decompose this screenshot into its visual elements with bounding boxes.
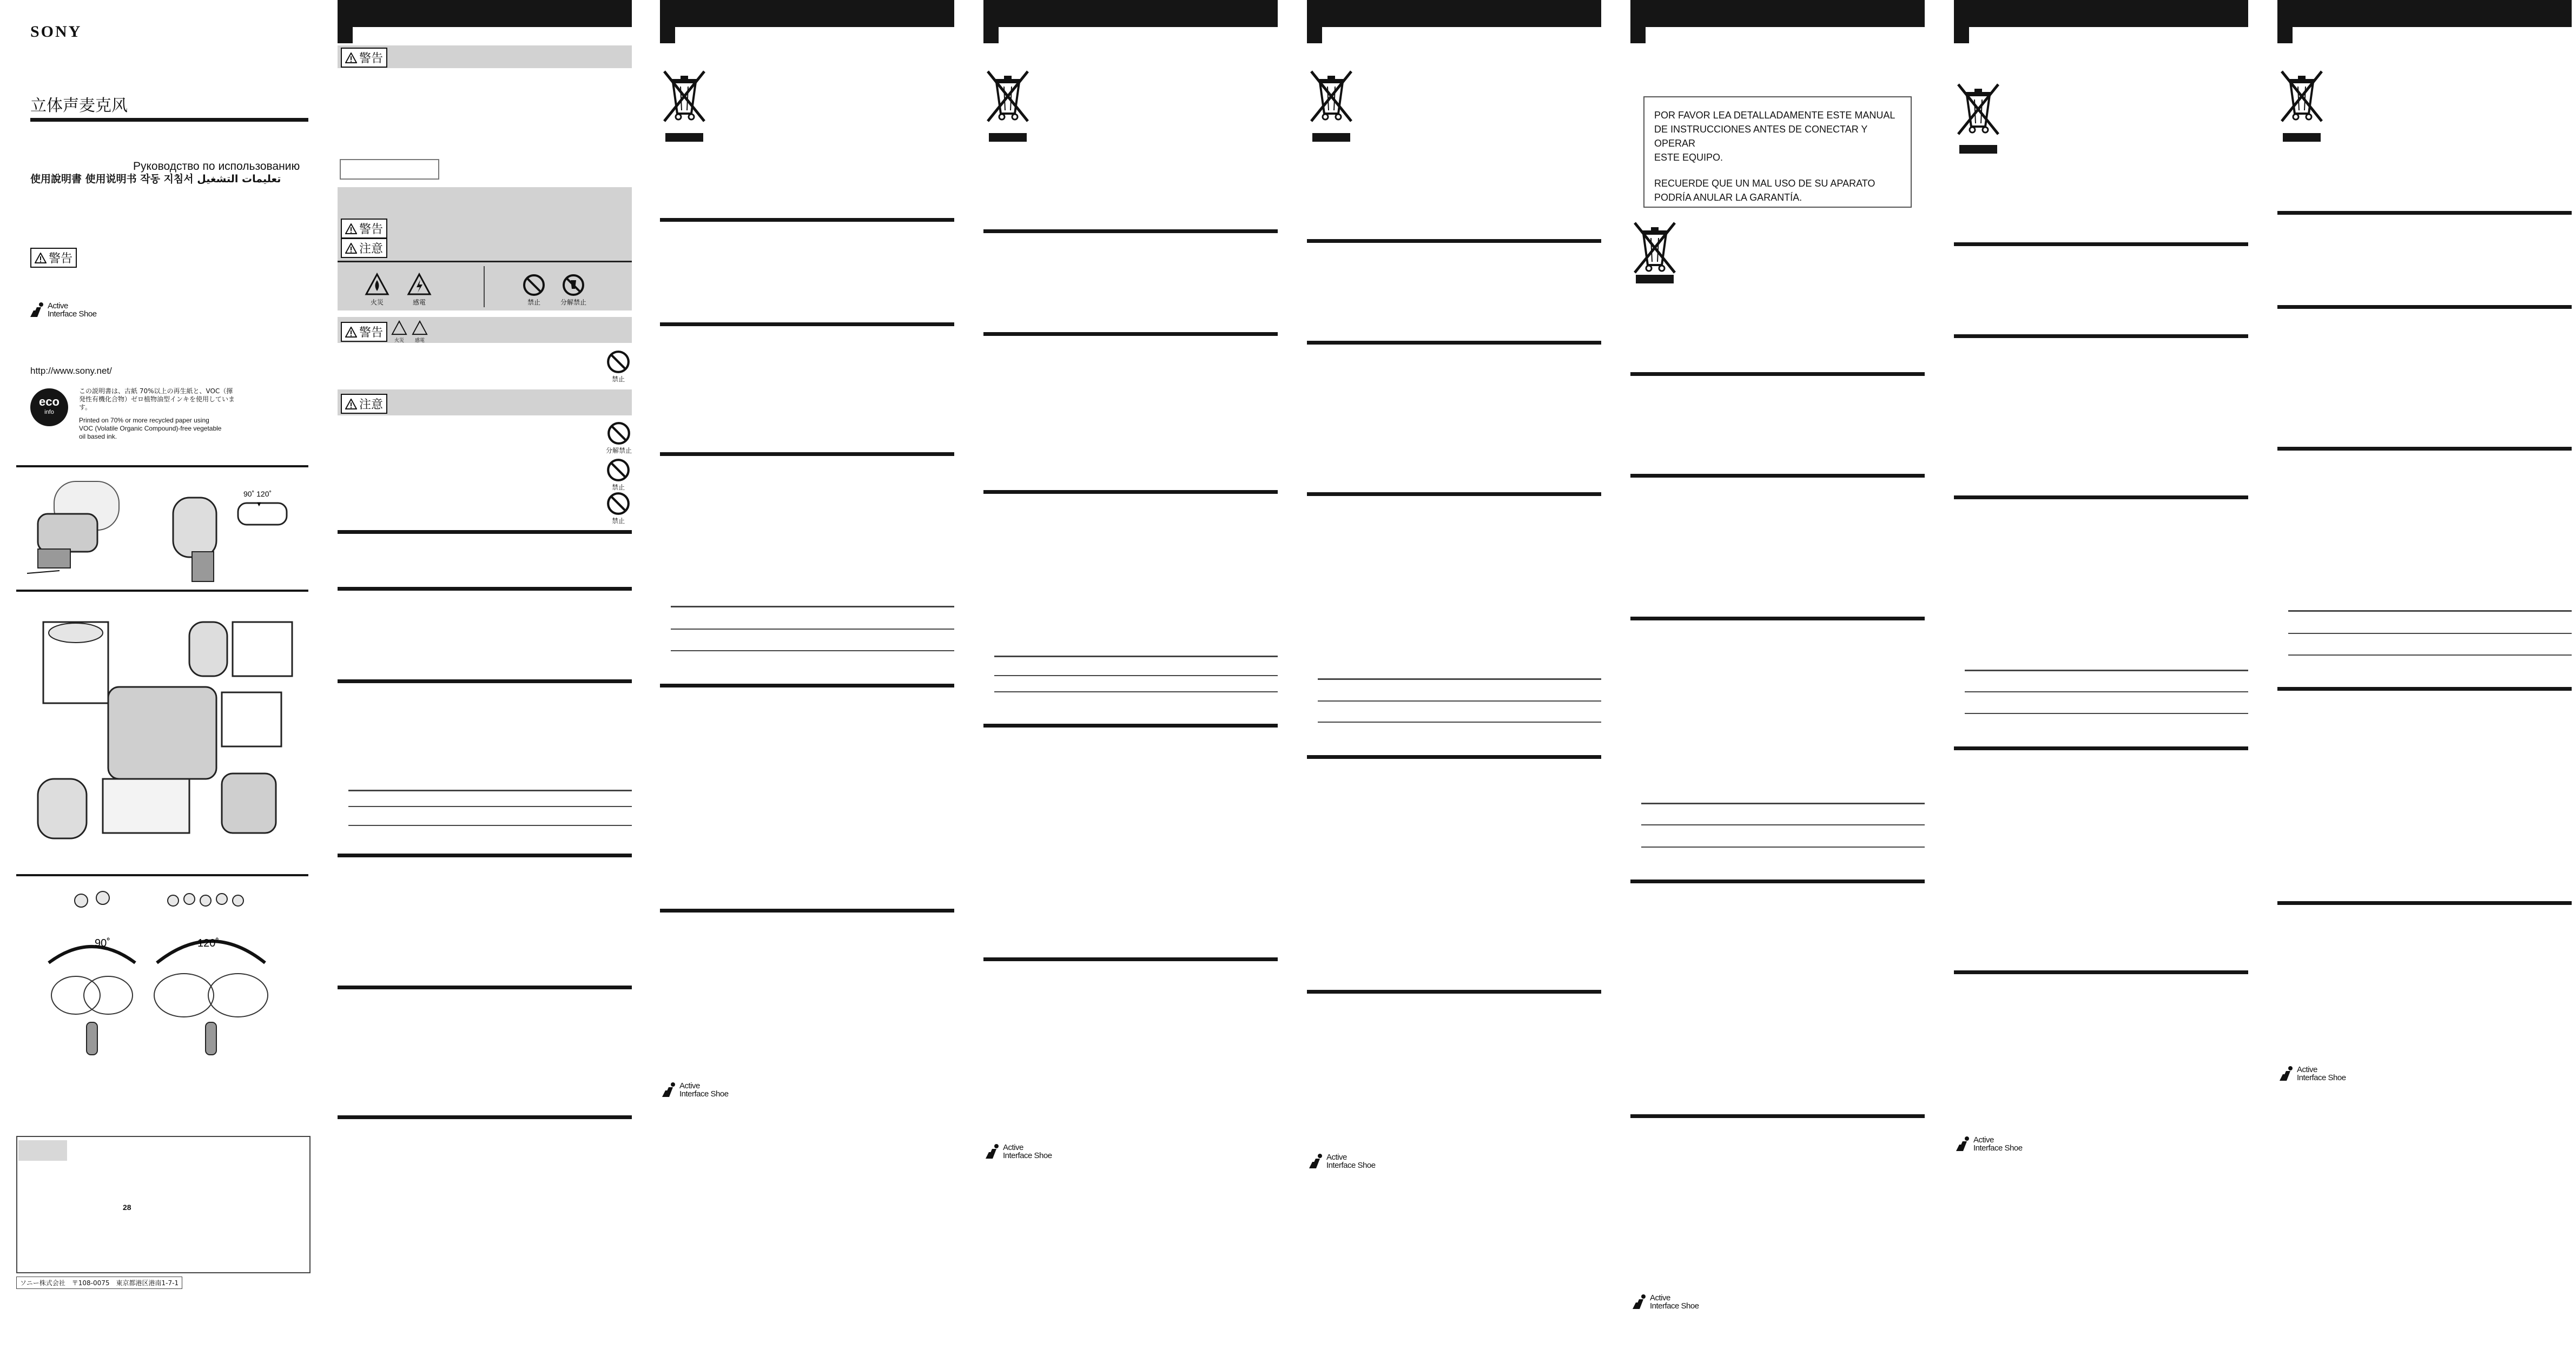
weee-recycling-icon bbox=[1954, 77, 2003, 147]
fire-icon bbox=[365, 273, 389, 297]
table-rule bbox=[1641, 803, 1925, 804]
cover-bottom-gray-tab bbox=[18, 1140, 67, 1161]
eco-text-ja: この説明書は、古紙 70%以上の再生紙と、VOC（揮発性有機化合物）ゼロ植物油型インキを使用しています。 bbox=[79, 387, 235, 411]
electric-shock-icon bbox=[407, 273, 432, 297]
active-interface-shoe-icon bbox=[1633, 1294, 1647, 1310]
section-rule bbox=[660, 452, 954, 456]
column-2-header-tab bbox=[338, 27, 353, 43]
section-rule bbox=[1954, 970, 2248, 974]
section-rule bbox=[1954, 334, 2248, 338]
eco-logo-text: eco bbox=[39, 395, 60, 408]
table-rule bbox=[1641, 824, 1925, 825]
prohibit-symbol-label: 禁止 bbox=[611, 484, 625, 491]
electric-shock-icon bbox=[411, 320, 428, 336]
section-rule bbox=[1954, 495, 2248, 499]
warning-bar-2 bbox=[338, 317, 632, 343]
active-interface-shoe-icon bbox=[30, 302, 44, 318]
weee-label-bar bbox=[989, 133, 1027, 142]
column-2-header-bar bbox=[338, 0, 632, 27]
warning-triangle-icon bbox=[345, 52, 357, 63]
warning-text: 警告 bbox=[359, 326, 384, 340]
table-rule bbox=[2288, 654, 2572, 656]
warning-text: 警告 bbox=[359, 223, 384, 236]
section-rule bbox=[338, 986, 632, 989]
cover-rule-3 bbox=[16, 874, 308, 876]
table-rule bbox=[2288, 633, 2572, 634]
no-disassemble-icon bbox=[606, 421, 631, 446]
angle-120-label: 120˚ bbox=[197, 937, 220, 949]
ais-line2: Interface Shoe bbox=[1973, 1143, 2023, 1153]
fire-symbol-label: 火災 bbox=[370, 299, 384, 306]
microphone-illustration bbox=[16, 476, 308, 584]
ais-line1: Active bbox=[679, 1081, 700, 1090]
active-interface-shoe-logo bbox=[986, 1143, 1052, 1160]
warning-triangle-icon bbox=[35, 253, 47, 263]
section-rule bbox=[983, 332, 1278, 336]
caution-bar bbox=[338, 389, 632, 415]
table-rule bbox=[2288, 610, 2572, 612]
weee-recycling-icon bbox=[2277, 64, 2326, 134]
section-rule bbox=[338, 587, 632, 591]
angle-90-label: 90˚ bbox=[95, 937, 110, 949]
active-interface-shoe-logo bbox=[1309, 1153, 1376, 1169]
column-4 bbox=[983, 0, 1278, 1362]
notice-line-1: POR FAVOR LEA DETALLADAMENTE ESTE MANUAL bbox=[1654, 110, 1895, 121]
column-3 bbox=[660, 0, 954, 1362]
prohibit-symbol-label: 禁止 bbox=[611, 375, 625, 383]
shock-symbol-label: 感電 bbox=[415, 338, 425, 343]
blank-label-box bbox=[340, 159, 439, 180]
weee-label-bar bbox=[1312, 133, 1350, 142]
warning-triangle-icon bbox=[345, 223, 357, 234]
section-rule bbox=[1307, 990, 1601, 994]
eco-text-en: Printed on 70% or more recycled paper using VOC (Volatile Organic Compound)-free vegetable oil based ink. bbox=[79, 416, 222, 440]
camera-mounting-illustration bbox=[16, 600, 308, 844]
section-rule bbox=[1630, 880, 1925, 883]
column-7 bbox=[1954, 0, 2248, 1362]
ais-line1: Active bbox=[1326, 1153, 1347, 1162]
prohibit-symbol-side-2 bbox=[606, 458, 631, 492]
ais-line1: Active bbox=[1973, 1135, 1994, 1145]
column-8-header-tab bbox=[2277, 27, 2293, 43]
section-rule bbox=[338, 854, 632, 857]
prohibit-symbol-side bbox=[606, 349, 631, 384]
ais-line2: Interface Shoe bbox=[1003, 1151, 1052, 1160]
ais-line1: Active bbox=[48, 301, 68, 310]
weee-label-bar bbox=[665, 133, 703, 142]
section-rule bbox=[1630, 372, 1925, 376]
section-rule bbox=[660, 218, 954, 222]
ais-line2: Interface Shoe bbox=[48, 309, 97, 319]
active-interface-shoe-logo bbox=[1956, 1136, 2023, 1152]
column-5-header-tab bbox=[1307, 27, 1322, 43]
caution-text: 注意 bbox=[359, 398, 384, 412]
column-7-header-bar bbox=[1954, 0, 2248, 27]
prohibit-icon bbox=[606, 491, 631, 516]
table-rule bbox=[348, 825, 632, 826]
section-rule bbox=[1630, 1114, 1925, 1118]
prohibit-icon bbox=[606, 458, 631, 482]
table-rule bbox=[1318, 722, 1601, 723]
title-rule bbox=[30, 118, 308, 122]
section-rule bbox=[2277, 305, 2572, 309]
column-5-header-bar bbox=[1307, 0, 1601, 27]
table-rule bbox=[348, 790, 632, 791]
active-interface-shoe-icon bbox=[662, 1082, 676, 1098]
ais-line1: Active bbox=[1650, 1293, 1670, 1303]
ais-line2: Interface Shoe bbox=[679, 1089, 729, 1099]
table-rule bbox=[671, 629, 954, 630]
column-4-header-bar bbox=[983, 0, 1278, 27]
active-interface-shoe-icon bbox=[2280, 1066, 2294, 1082]
active-interface-shoe-icon bbox=[1309, 1153, 1323, 1169]
weee-recycling-icon bbox=[983, 64, 1032, 134]
cover-rule-1 bbox=[16, 465, 308, 467]
warning-triangle-icon bbox=[345, 327, 357, 338]
column-8 bbox=[2277, 0, 2572, 1362]
weee-label-bar bbox=[2283, 133, 2321, 142]
column-5 bbox=[1307, 0, 1601, 1362]
section-rule bbox=[338, 679, 632, 683]
spanish-notice-box bbox=[1643, 96, 1912, 208]
ais-line1: Active bbox=[2297, 1065, 2317, 1074]
footer-mark: 28 bbox=[123, 1203, 131, 1212]
caution-text: 注意 bbox=[359, 242, 384, 256]
product-title: 立体声麦克风 bbox=[30, 96, 128, 115]
table-rule bbox=[1965, 691, 2248, 692]
eco-logo bbox=[30, 388, 68, 426]
section-rule bbox=[338, 1115, 632, 1119]
column-3-header-tab bbox=[660, 27, 675, 43]
notice-line-2: DE INSTRUCCIONES ANTES DE CONECTAR Y OPERAR bbox=[1654, 124, 1868, 149]
weee-recycling-icon bbox=[1307, 64, 1356, 134]
section-rule bbox=[1954, 242, 2248, 246]
sony-logo: SONY bbox=[30, 23, 82, 41]
eco-logo-sub: info bbox=[44, 409, 54, 415]
fire-symbol-label: 火災 bbox=[394, 338, 405, 343]
ais-line2: Interface Shoe bbox=[1650, 1301, 1699, 1311]
section-rule bbox=[660, 909, 954, 913]
section-rule bbox=[1307, 341, 1601, 345]
active-interface-shoe-logo bbox=[30, 302, 97, 318]
active-interface-shoe-icon bbox=[1956, 1136, 1970, 1152]
section-rule bbox=[1307, 755, 1601, 759]
column-4-header-tab bbox=[983, 27, 999, 43]
ais-line2: Interface Shoe bbox=[1326, 1161, 1376, 1170]
legend-divider bbox=[484, 266, 485, 307]
switch-arrow-icon: ▼ bbox=[257, 501, 261, 507]
warning-bar-1 bbox=[338, 45, 632, 68]
no-disassemble-icon bbox=[561, 273, 586, 297]
disassemble-symbol bbox=[560, 273, 586, 307]
fire-symbol bbox=[365, 273, 389, 307]
column-6-header-bar bbox=[1630, 0, 1925, 27]
column-7-header-tab bbox=[1954, 27, 1969, 43]
section-rule bbox=[660, 322, 954, 326]
table-rule bbox=[348, 806, 632, 807]
disassemble-symbol-side bbox=[606, 421, 632, 455]
cover-bottom-box bbox=[16, 1136, 311, 1273]
warning-text: 警告 bbox=[49, 252, 73, 266]
symbol-legend-panel bbox=[338, 187, 632, 310]
column-6-header-tab bbox=[1630, 27, 1646, 43]
ais-line2: Interface Shoe bbox=[2297, 1073, 2346, 1082]
section-rule bbox=[1307, 492, 1601, 496]
section-rule bbox=[2277, 901, 2572, 905]
active-interface-shoe-icon bbox=[986, 1143, 1000, 1160]
prohibit-symbol-label: 禁止 bbox=[527, 299, 540, 306]
column-3-header-bar bbox=[660, 0, 954, 27]
shock-symbol-label: 感電 bbox=[412, 299, 426, 306]
title-langs: 使用說明書 使用说明书 작동 지침서 تعليمات التشغيل bbox=[30, 173, 281, 185]
table-rule bbox=[1318, 678, 1601, 680]
title-ru: Руководство по использованию bbox=[133, 160, 300, 173]
section-rule bbox=[2277, 687, 2572, 691]
table-rule bbox=[994, 675, 1278, 676]
section-rule bbox=[1307, 239, 1601, 243]
active-interface-shoe-logo bbox=[662, 1082, 729, 1098]
table-rule bbox=[1965, 713, 2248, 714]
section-rule bbox=[1630, 617, 1925, 620]
caution-triangle-icon bbox=[345, 243, 357, 254]
section-rule bbox=[660, 684, 954, 687]
section-rule bbox=[338, 530, 632, 534]
website-link[interactable]: http://www.sony.net/ bbox=[30, 366, 112, 376]
disassemble-symbol-label: 分解禁止 bbox=[560, 299, 587, 306]
cover-column bbox=[0, 0, 314, 1362]
active-interface-shoe-logo bbox=[1633, 1294, 1699, 1310]
active-interface-shoe-logo bbox=[2280, 1066, 2346, 1082]
cover-warning-label bbox=[30, 248, 77, 268]
table-rule bbox=[1965, 670, 2248, 671]
prohibit-symbol bbox=[521, 273, 546, 307]
prohibit-icon bbox=[606, 349, 631, 374]
table-rule bbox=[671, 650, 954, 651]
notice-line-4: RECUERDE QUE UN MAL USO DE SU APARATO bbox=[1654, 178, 1875, 189]
disassemble-symbol-label: 分解禁止 bbox=[606, 447, 632, 454]
legend-rule bbox=[338, 261, 632, 262]
section-rule bbox=[1954, 746, 2248, 750]
notice-line-3: ESTE EQUIPO. bbox=[1654, 152, 1723, 163]
section-rule bbox=[983, 957, 1278, 961]
section-rule bbox=[1630, 474, 1925, 478]
weee-label-bar bbox=[1959, 145, 1997, 154]
section-rule bbox=[983, 229, 1278, 233]
table-rule bbox=[671, 606, 954, 607]
notice-line-5: PODRÍA ANULAR LA GARANTÍA. bbox=[1654, 192, 1802, 203]
ais-line1: Active bbox=[1003, 1143, 1023, 1152]
weee-label-bar bbox=[1636, 275, 1674, 283]
section-rule bbox=[2277, 211, 2572, 215]
directivity-diagram bbox=[16, 887, 308, 1060]
prohibit-icon bbox=[521, 273, 546, 297]
column-2 bbox=[338, 0, 632, 1362]
table-rule bbox=[994, 691, 1278, 692]
prohibit-symbol-side-3 bbox=[606, 491, 631, 525]
cover-rule-2 bbox=[16, 590, 308, 592]
prohibit-symbol-label: 禁止 bbox=[611, 517, 625, 525]
switch-angle-label: 90˚ 120˚ bbox=[243, 490, 272, 498]
weee-recycling-icon bbox=[660, 64, 709, 134]
table-rule bbox=[1641, 847, 1925, 848]
column-8-header-bar bbox=[2277, 0, 2572, 27]
caution-triangle-icon bbox=[345, 399, 357, 409]
company-address: ソニー株式会社 〒108-0075 東京都港区港南1-7-1 bbox=[16, 1277, 182, 1289]
table-rule bbox=[1318, 700, 1601, 702]
warning-text: 警告 bbox=[359, 52, 384, 65]
section-rule bbox=[2277, 447, 2572, 451]
section-rule bbox=[983, 724, 1278, 728]
section-rule bbox=[983, 490, 1278, 494]
column-6 bbox=[1630, 0, 1925, 1362]
fire-icon bbox=[391, 320, 408, 336]
shock-symbol bbox=[407, 273, 432, 307]
table-rule bbox=[994, 656, 1278, 657]
